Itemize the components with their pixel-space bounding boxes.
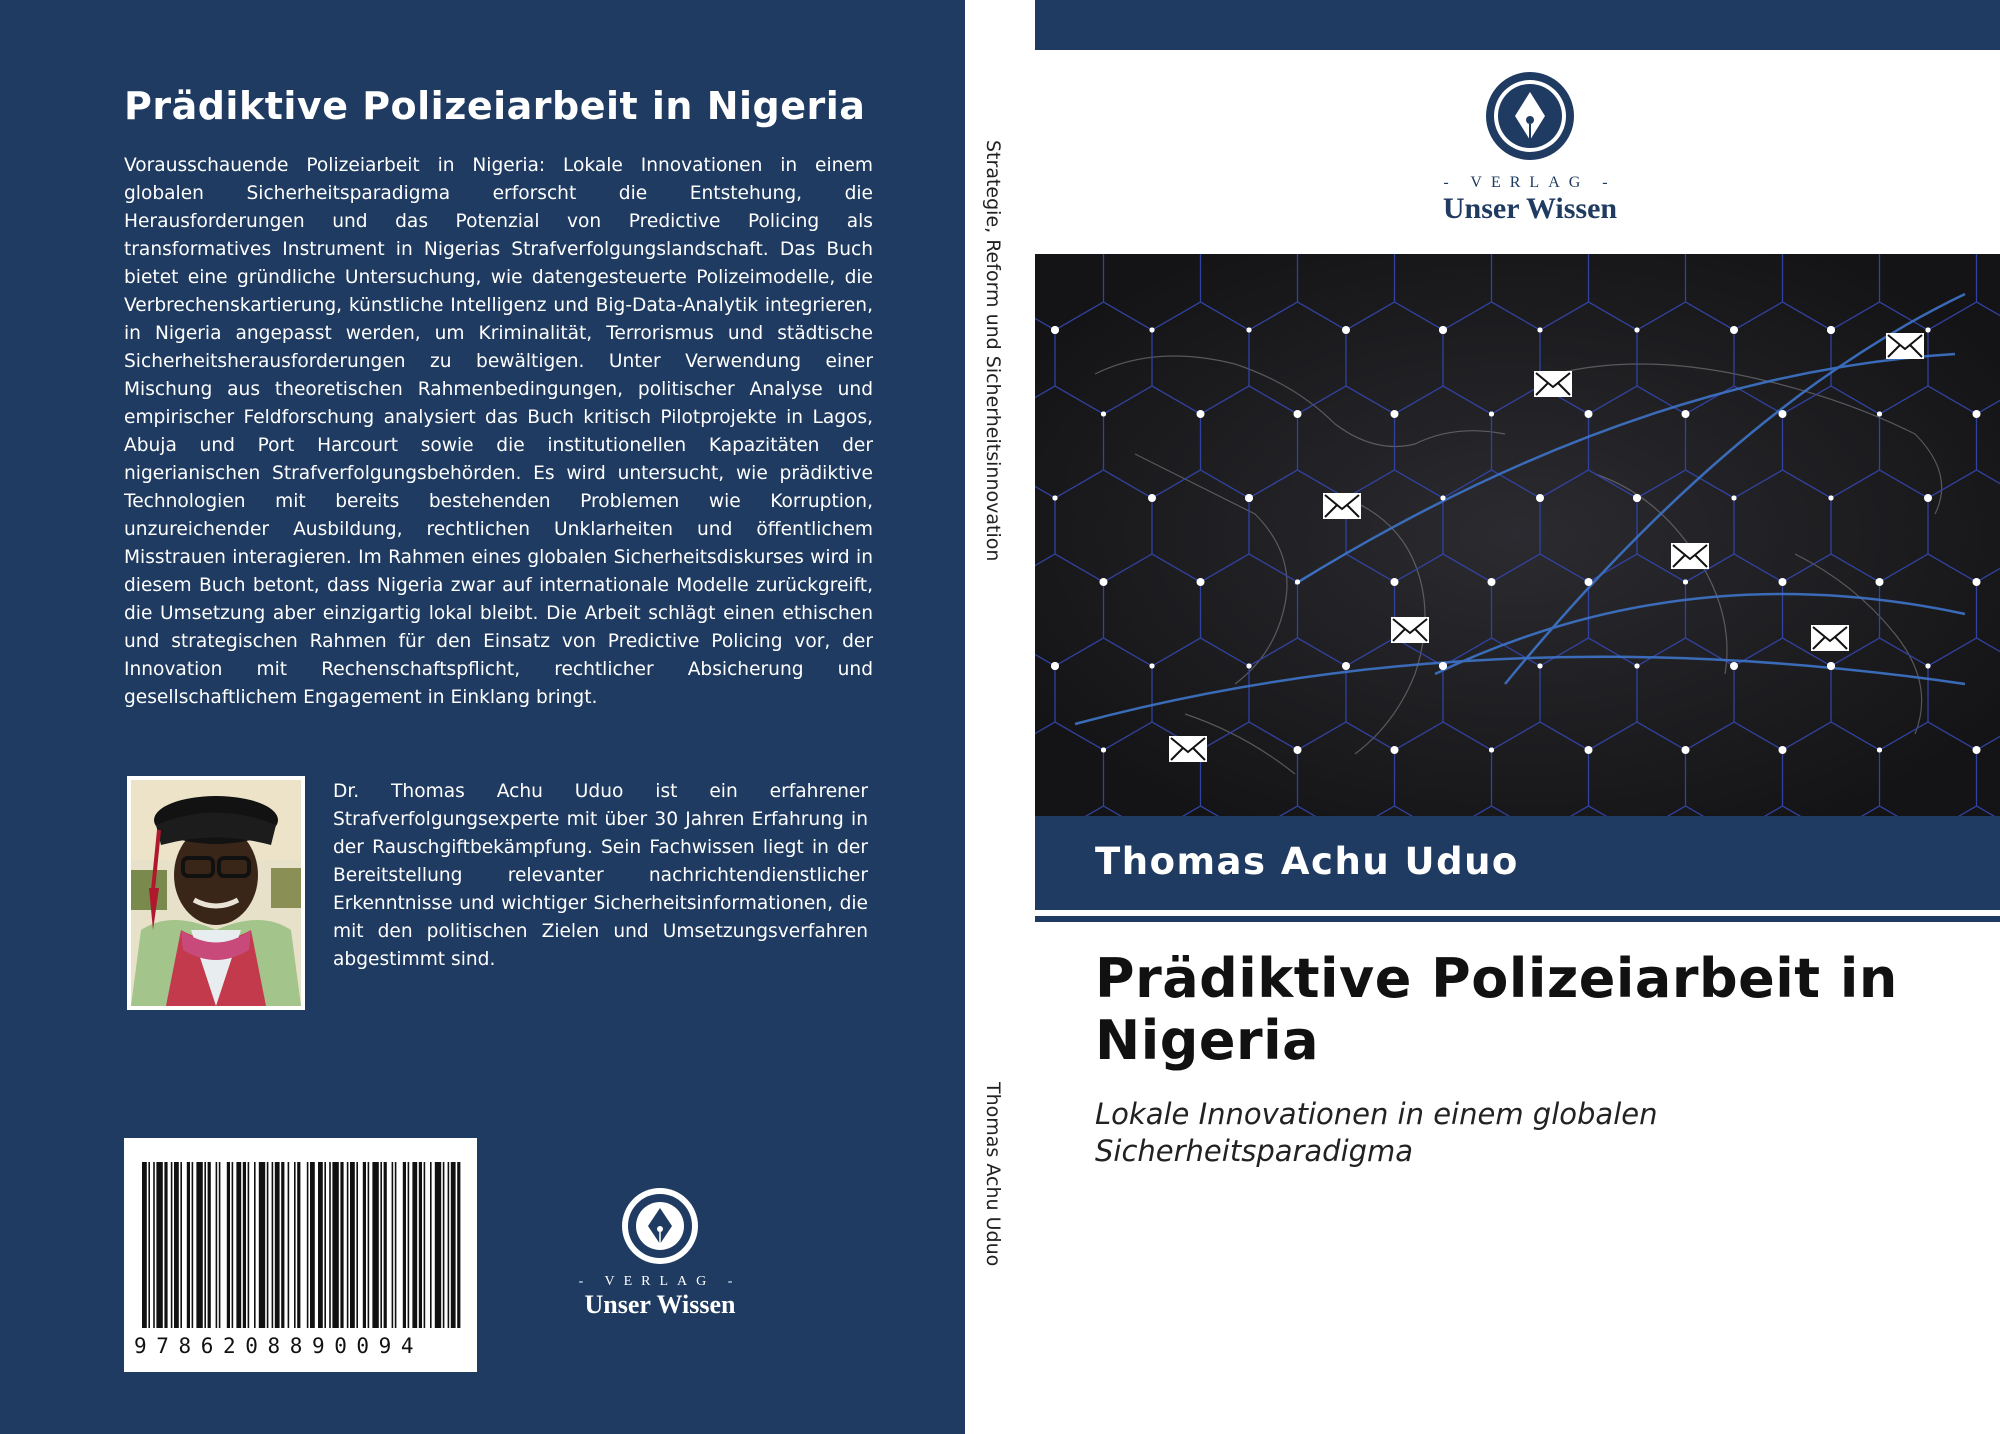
barcode-bar [171,1162,173,1328]
barcode-bar [363,1162,366,1328]
barcode-bar [254,1162,256,1328]
network-node [1730,662,1738,670]
barcode-bars [142,1162,462,1348]
barcode-bar [227,1162,230,1328]
barcode-bar [332,1162,338,1328]
barcode-bar [307,1162,309,1328]
back-publisher-logo [570,1186,750,1319]
network-node [1780,748,1785,753]
barcode-bar [443,1162,445,1328]
back-cover [0,0,965,1434]
network-node [1053,496,1058,501]
envelope-icon [1886,333,1924,359]
back-cover-title: Prädiktive Polizeiarbeit in Nigeria [124,84,866,128]
network-node [1538,328,1543,333]
network-node [1538,664,1543,669]
network-node [1489,580,1494,585]
network-node [1441,328,1446,333]
network-node [1053,328,1058,333]
network-node [1635,496,1640,501]
fountain-pen-nib-icon [1405,70,1655,170]
barcode-bar [350,1162,355,1328]
network-node [1489,748,1494,753]
barcode-bar [412,1162,417,1328]
barcode-bar [267,1162,269,1328]
barcode-bar [156,1162,162,1328]
barcode-bar [408,1162,410,1328]
back-verlag-label: - VERLAG - [578,1274,742,1289]
cover-network-image [1035,254,2000,816]
barcode-bar [318,1162,323,1328]
barcode-bar [248,1162,250,1328]
barcode-bar [297,1162,300,1328]
barcode-bar [164,1162,167,1328]
barcode-bar [142,1162,147,1328]
barcode-bar [153,1162,155,1328]
barcode-bar [380,1162,382,1328]
network-node [1150,664,1155,669]
barcode-bar [192,1162,194,1328]
front-author-name: Thomas Achu Uduo [1095,840,1519,883]
author-bio: Dr. Thomas Achu Uduo ist ein erfahrener Strafverfolgungsexperte mit über 30 Jahren Erfahrung in der Rauschgiftbekämpfung. Sein Fachwissen liegt in der Bereitstellung relevanter nachrichtendienstlicher Erkenntnisse und wichtiger Sicherheitsinformationen, die mit den politischen Zielen und Umsetzungsverfahren abgestimmt sind. [333,781,868,970]
network-node [1295,412,1300,417]
barcode-bar [368,1162,370,1328]
barcode-bar [324,1162,326,1328]
network-node [1926,664,1931,669]
network-node [1973,410,1981,418]
barcode-bar [219,1162,221,1328]
barcode-bar [451,1162,456,1328]
network-node [1924,494,1932,502]
network-node [1730,326,1738,334]
fountain-pen-nib-icon [570,1186,750,1276]
network-node [1732,496,1737,501]
front-cover-subtitle: Lokale Innovationen in einem globalen Sicherheitsparadigma [1095,1097,1658,1168]
envelope-icon [1391,617,1429,643]
network-node [1148,494,1156,502]
barcode-bar [457,1162,460,1328]
network-node [1829,496,1834,501]
isbn-barcode [124,1138,477,1372]
barcode-bar [216,1162,218,1328]
barcode-bar [288,1162,290,1328]
barcode-bar [272,1162,274,1328]
barcode-bar [435,1162,441,1328]
network-node [1585,410,1593,418]
barcode-bar [329,1162,331,1328]
barcode-bar [196,1162,202,1328]
barcode-bar [294,1162,296,1328]
front-publisher-name: Unser Wissen [1442,192,1618,225]
envelope-icon [1323,493,1361,519]
barcode-bar [384,1162,387,1328]
barcode-bar [424,1162,426,1328]
barcode-bar [243,1162,246,1328]
network-node [1489,412,1494,417]
network-node [1683,748,1688,753]
barcode-bar [208,1162,211,1328]
envelope-icon [1811,625,1849,651]
barcode-bar [392,1162,394,1328]
network-node [1392,748,1397,753]
barcode-bar [372,1162,378,1328]
barcode-bar [174,1162,179,1328]
network-node [1780,412,1785,417]
barcode-bar [430,1162,432,1328]
network-node [1536,494,1544,502]
network-node [1585,746,1593,754]
network-node [1197,410,1205,418]
spine-subtitle: Strategie, Reform und Sicherheitsinnovation [982,140,1004,562]
isbn-number: 9786208890094 [134,1334,424,1358]
network-node [1053,664,1058,669]
network-node [1635,328,1640,333]
network-node [1198,580,1203,585]
network-node [1101,580,1106,585]
barcode-bar [281,1162,284,1328]
band-divider-blue [1035,916,2000,922]
network-node [1342,326,1350,334]
front-publisher-logo [1405,70,1655,225]
network-node [1779,578,1787,586]
network-node [1150,328,1155,333]
network-node [1635,664,1640,669]
barcode-bar [259,1162,265,1328]
barcode-bar [395,1162,397,1328]
front-verlag-label: - VERLAG - [1443,174,1617,191]
envelope-icon [1169,736,1207,762]
network-node [1973,746,1981,754]
barcode-bar [236,1162,241,1328]
author-band [1035,816,2000,910]
network-node [1974,580,1979,585]
network-node [1586,580,1591,585]
barcode-bar [148,1162,150,1328]
network-node [1392,412,1397,417]
back-publisher-name: Unser Wissen [584,1290,736,1319]
barcode-bar [310,1162,315,1328]
spine-author: Thomas Achu Uduo [982,1082,1004,1267]
network-node [1683,412,1688,417]
barcode-bar [187,1162,190,1328]
network-node [1247,496,1252,501]
network-node [1877,580,1882,585]
network-node [1342,662,1350,670]
network-node [1295,580,1300,585]
barcode-bar [419,1162,422,1328]
author-portrait-image [131,780,301,1006]
barcode-bar [204,1162,206,1328]
envelope-icon [1534,371,1572,397]
network-node [1441,496,1446,501]
front-top-bar [1035,0,2000,50]
network-node [1877,748,1882,753]
barcode-bar [180,1162,182,1328]
barcode-bar [275,1162,280,1328]
network-node [1683,580,1688,585]
network-node [1101,412,1106,417]
network-node [1441,664,1446,669]
envelope-icon [1671,543,1709,569]
barcode-bar [340,1162,343,1328]
barcode-bar [356,1162,358,1328]
network-node [1877,412,1882,417]
network-node [1101,748,1106,753]
network-node [1829,664,1834,669]
barcode-bar [232,1162,234,1328]
network-node [1247,328,1252,333]
barcode-bar [403,1162,406,1328]
network-node [1829,328,1834,333]
network-node [1247,664,1252,669]
front-cover [1035,0,2000,1434]
barcode-bar [347,1162,349,1328]
book-blurb: Vorausschauende Polizeiarbeit in Nigeria: Lokale Innovationen in einem globalen Sicherheitsparadigma erforscht die Entstehung, die Herausforderungen und das Potenzial von Predictive Policing als transformatives Instrument in Nigerias Strafverfolgungslandschaft. Das Buch bietet eine gründliche Untersuchung, wie datengesteuerte Polizeimodelle, die Verbrechenskartierung, künstliche Intelligenz und Big-Data-Analytik integrieren, in Nigeria angepasst werden, um Kriminalität, Terrorismus und städtische Sicherheitsherausforderungen zu bewältigen. Unter Verwendung einer Mischung aus theoretischen Rahmenbedingungen, politischer Analyse und empirischer Feldforschung analysiert das Buch kritisch Pilotprojekte in Lagos, Abuja und Port Harcourt sowie die institutionellen Kapazitäten der nigerianischen Strafverfolgungsbehörden. Es wird untersucht, wie prädiktive Technologien mit bereits bestehenden Problemen wie Korruption, unzureichender Ausbildung, rechtlichen Unklarheiten und öffentlichem Misstrauen interagieren. Im Rahmen eines globalen Sicherheitsdiskurses wird in diesem Buch betont, dass Nigeria zwar auf internationale Modelle zurückgreift, die Umsetzung aber einzigartig lokal bleibt. Die Arbeit schlägt einen ethischen und strategischen Rahmen für den Einsatz von Predictive Policing vor, der Innovation mit Rechenschaftspflicht, rechtlicher Absicherung und gesellschaftlichem Engagement in Einklang bringt. [124,155,873,708]
network-node [1926,328,1931,333]
author-photo [127,776,305,1010]
front-cover-title: Prädiktive Polizeiarbeit in Nigeria [1095,947,1898,1072]
network-node [1295,748,1300,753]
barcode-bar [448,1162,450,1328]
network-node [1391,578,1399,586]
